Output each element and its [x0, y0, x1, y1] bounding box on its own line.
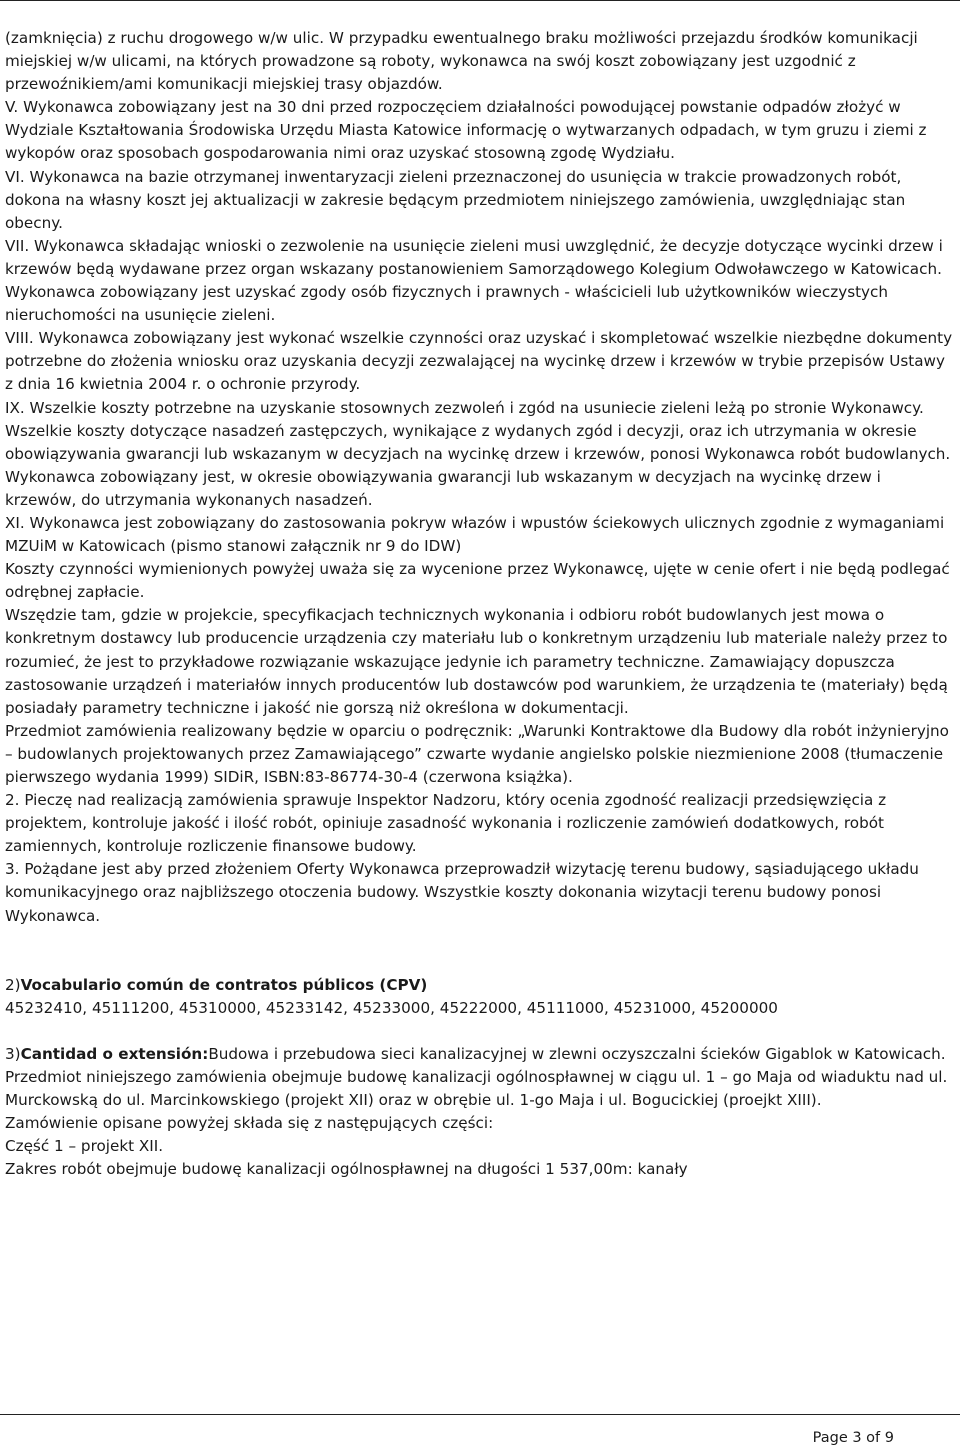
paragraph: IX. Wszelkie koszty potrzebne na uzyskanie stosownych zezwoleń i zgód na usuniecie zieleni leżą po stronie Wykonawcy.	[5, 398, 924, 417]
paragraph: Zamówienie opisane powyżej składa się z następujących części:	[5, 1114, 494, 1133]
paragraph: Zakres robót obejmuje budowę kanalizacji ogólnospławnej na długości 1 537,00m: kanały	[5, 1160, 688, 1179]
paragraph: VII. Wykonawca składając wnioski o zezwolenie na usunięcie zieleni musi uwzględnić, że decyzje dotyczące wycinki drzew i krzewów będą wydawane przez organ wskazany postanowieniem Samorządowego Kolegium Odwoławczego w Katowicach.	[5, 236, 943, 278]
paragraph: Wykonawca zobowiązany jest uzyskać zgody osób fizycznych i prawnych - właścicieli lub użytkowników wieczystych nieruchomości na usunięcie zieleni.	[5, 283, 889, 325]
cpv-prefix: 2)	[5, 975, 21, 994]
paragraph: Koszty czynności wymienionych powyżej uważa się za wycenione przez Wykonawcę, ujęte w cenie ofert i nie będą podlegać odrębnej zapłacie.	[5, 560, 950, 602]
paragraph: 3. Pożądane jest aby przed złożeniem Oferty Wykonawca przeprowadził wizytację terenu budowy, sąsiadującego układu komunikacyjnego oraz najbliższego otoczenia budowy. Wszystkie koszty dokonania wizytacji terenu budowy ponosi Wykonawca.	[5, 860, 919, 925]
extension-text: Budowa i przebudowa sieci kanalizacyjnej w zlewni oczyszczalni ścieków Gigablok w Katowicach.	[208, 1044, 946, 1063]
paragraph: VIII. Wykonawca zobowiązany jest wykonać wszelkie czynności oraz uzyskać i skompletować wszelkie niezbędne dokumenty potrzebne do złożenia wniosku oraz uzyskania decyzji zezwalającej na wycinkę drzew i krzewów w trybie przepisów Ustawy z dnia 16 kwietnia 2004 r. o ochronie przyrody.	[5, 329, 953, 394]
cpv-heading: Vocabulario común de contratos públicos (CPV)	[20, 975, 428, 994]
extension-line	[5, 1043, 955, 1066]
paragraph: Przedmiot niniejszego zamówienia obejmuje budowę kanalizacji ogólnospławnej w ciągu ul. 1 – go Maja od wiaduktu nad ul. Murckowską do ul. Marcinkowskiego (projekt XII) oraz w obrębie ul. 1-go Maja i ul. Bogucickiej (proejkt XIII).	[5, 1067, 948, 1110]
extension-prefix: 3)	[5, 1044, 21, 1063]
document-body	[5, 27, 955, 1181]
footer-rule	[0, 1414, 960, 1415]
extension-heading: Cantidad o extensión:	[20, 1044, 209, 1063]
paragraph: Wszelkie koszty dotyczące nasadzeń zastępczych, wynikające z wydanych zgód i decyzji, oraz ich utrzymania w okresie obowiązywania gwarancji lub wskazanym w decyzjach na wycinkę drzew i krzewów, ponosi Wykonawca robót budowlanych.	[5, 421, 951, 463]
cpv-codes: 45232410, 45111200, 45310000, 45233142, 45233000, 45222000, 45111000, 45231000, 45200000	[5, 998, 778, 1017]
paragraph: XI. Wykonawca jest zobowiązany do zastosowania pokryw włazów i wpustów ściekowych ulicznych zgodnie z wymaganiami MZUiM w Katowicach (pismo stanowi załącznik nr 9 do IDW)	[5, 513, 945, 556]
section-gap	[5, 928, 955, 974]
paragraph: Wykonawca zobowiązany jest, w okresie obowiązywania gwarancji lub wskazanym w decyzjach na wycinkę drzew i krzewów, do utrzymania wykonanych nasadzeń.	[5, 467, 881, 509]
paragraph: Część 1 – projekt XII.	[5, 1137, 164, 1156]
paragraph: V. Wykonawca zobowiązany jest na 30 dni przed rozpoczęciem działalności powodującej powstanie odpadów złożyć w Wydziale Kształtowania Środowiska Urzędu Miasta Katowice informację o wytwarzanych odpadach, w tym gruzu i ziemi z wykopów oraz sposobach gospodarowania nimi oraz uzyskać stosowną zgodę Wydziału.	[5, 98, 927, 163]
paragraph: Przedmiot zamówienia realizowany będzie w oparciu o podręcznik: „Warunki Kontraktowe dla Budowy dla robót inżynieryjno – budowlanych projektowanych przez Zamawiającego” czwarte wydanie angielsko polskie niezmienione 2008 (tłumaczenie pierwszego wydania 1999) SIDiR, ISBN:83-86774-30-4 (czerwona książka).	[5, 721, 949, 786]
paragraph: Wszędzie tam, gdzie w projekcie, specyfikacjach technicznych wykonania i odbioru robót budowlanych jest mowa o konkretnym dostawcy lub producencie urządzenia czy materiału lub o konkretnym urządzeniu lub materiale należy przez to rozumieć, że jest to przykładowe rozwiązanie wskazujące jedynie ich parametry techniczne. Zamawiający dopuszcza zastosowanie urządzeń i materiałów innych producentów lub dostawców pod warunkiem, że urządzenia te (materiały) będą posiadały parametry techniczne i jakość nie gorszą niż określona w dokumentacji.	[5, 606, 948, 717]
paragraph: (zamknięcia) z ruchu drogowego w/w ulic. W przypadku ewentualnego braku możliwości przejazdu środków komunikacji miejskiej w/w ulicami, na których prowadzone są roboty, wykonawca na swój koszt zobowiązany jest uzgodnić z przewoźnikiem/ami komunikacji miejskiej trasy objazdów.	[5, 29, 918, 94]
paragraph: VI. Wykonawca na bazie otrzymanej inwentaryzacji zieleni przeznaczonej do usunięcia w trakcie prowadzonych robót, dokona na własny koszt jej aktualizacji w zakresie będącym przedmiotem niniejszego zamówienia, uwzględniając stan obecny.	[5, 167, 906, 232]
paragraph: 2. Pieczę nad realizacją zamówienia sprawuje Inspektor Nadzoru, który ocenia zgodność realizacji przedsięwzięcia z projektem, kontroluje jakość i ilość robót, opiniuje zasadność wykonania i rozliczenie zamówień dodatkowych, robót zamiennych, kontroluje rozliczenie finansowe budowy.	[5, 791, 887, 856]
top-rule	[0, 0, 960, 1]
page-number: Page 3 of 9	[812, 1430, 894, 1446]
cpv-heading-line	[5, 974, 955, 997]
section-gap	[5, 1020, 955, 1043]
